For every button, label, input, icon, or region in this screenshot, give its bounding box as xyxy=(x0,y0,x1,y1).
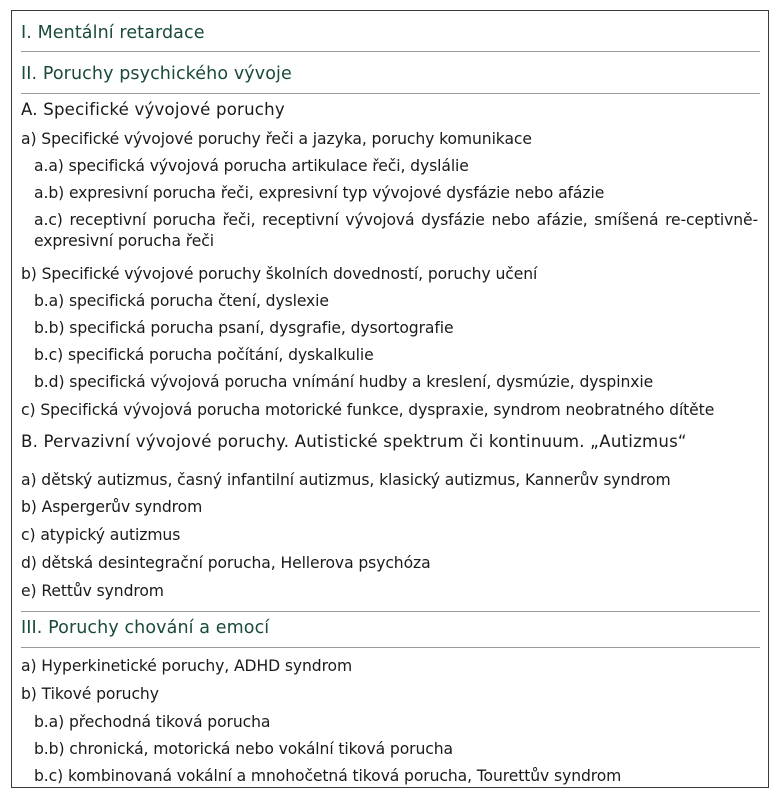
list-item: e) Rettův syndrom xyxy=(21,582,164,600)
list-item: a.c) receptivní porucha řeči, receptivní vývojová dysfázie nebo afázie, smíšená re-ceptivně-expresivní porucha řeči xyxy=(34,211,758,250)
section-heading-1: I. Mentální retardace xyxy=(21,23,205,43)
list-item: b.a) specifická porucha čtení, dyslexie xyxy=(34,292,329,310)
divider xyxy=(21,611,760,612)
list-item: a) Specifické vývojové poruchy řeči a jazyka, poruchy komunikace xyxy=(21,130,532,148)
subsection-heading-a: A. Specifické vývojové poruchy xyxy=(21,100,285,119)
list-item: b.a) přechodná tiková porucha xyxy=(34,713,271,731)
list-item: b) Tikové poruchy xyxy=(21,685,159,703)
list-item: d) dětská desintegrační porucha, Hellerova psychóza xyxy=(21,554,431,572)
list-item: b) Aspergerův syndrom xyxy=(21,498,203,516)
section-heading-3: III. Poruchy chování a emocí xyxy=(21,618,270,638)
list-item: a) dětský autizmus, časný infantilní autizmus, klasický autizmus, Kannerův syndrom xyxy=(21,471,671,489)
list-item: c) Specifická vývojová porucha motorické funkce, dyspraxie, syndrom neobratného dítěte xyxy=(21,401,715,419)
list-item: b.c) specifická porucha počítání, dyskalkulie xyxy=(34,346,374,364)
section-heading-2: II. Poruchy psychického vývoje xyxy=(21,64,292,84)
classification-table xyxy=(11,10,769,788)
divider xyxy=(21,647,760,648)
list-item: b.b) specifická porucha psaní, dysgrafie, dysortografie xyxy=(34,319,454,337)
subsection-heading-b: B. Pervazivní vývojové poruchy. Autistické spektrum či kontinuum. „Autizmus“ xyxy=(21,432,687,451)
list-item: b.c) kombinovaná vokální a mnohočetná tiková porucha, Tourettův syndrom xyxy=(34,767,622,785)
list-item: a) Hyperkinetické poruchy, ADHD syndrom xyxy=(21,657,353,675)
list-item: b.b) chronická, motorická nebo vokální tiková porucha xyxy=(34,740,453,758)
list-item: c) atypický autizmus xyxy=(21,526,181,544)
divider xyxy=(21,93,760,94)
list-item: b.d) specifická vývojová porucha vnímání hudby a kreslení, dysmúzie, dyspinxie xyxy=(34,373,654,391)
list-item: b) Specifické vývojové poruchy školních dovedností, poruchy učení xyxy=(21,265,538,283)
list-item: a.a) specifická vývojová porucha artikulace řeči, dyslálie xyxy=(34,157,469,175)
divider xyxy=(21,51,760,52)
list-item: a.b) expresivní porucha řeči, expresivní typ vývojové dysfázie nebo afázie xyxy=(34,184,605,202)
